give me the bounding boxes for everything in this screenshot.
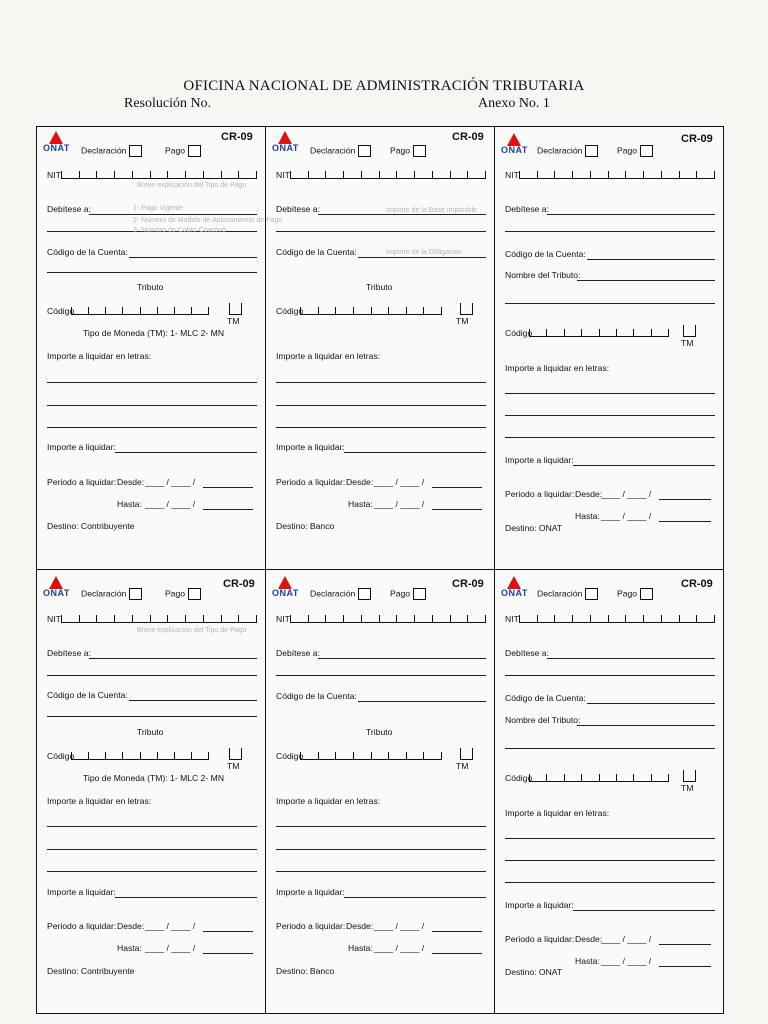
desde-label: Desde:	[117, 477, 145, 487]
desde-year-field[interactable]	[432, 931, 482, 932]
importe-letras-line1[interactable]	[505, 838, 715, 839]
nit-input[interactable]	[290, 167, 486, 179]
desde-label: Desde:	[575, 934, 603, 944]
importe-letras-line2[interactable]	[505, 415, 715, 416]
codigo-cuenta-label: Código de la Cuenta:	[276, 691, 357, 701]
nit-label: NIT	[47, 170, 61, 180]
pago-checkbox[interactable]	[640, 588, 653, 600]
declaracion-checkbox[interactable]	[129, 145, 142, 157]
declaracion-option: Declaración	[81, 145, 142, 157]
hasta-label: Hasta:	[575, 511, 600, 521]
importe-field[interactable]	[573, 910, 715, 911]
tributo-codigo-input[interactable]	[71, 303, 209, 315]
debitese-field[interactable]	[318, 214, 486, 215]
codigo-label: Código	[505, 773, 533, 783]
importe-field[interactable]	[344, 452, 486, 453]
tm-label: TM	[227, 316, 240, 326]
pago-option: Pago	[165, 588, 201, 600]
page-title: OFICINA NACIONAL DE ADMINISTRACIÓN TRIBUTARIA	[183, 78, 585, 94]
hasta-year-field[interactable]	[203, 953, 253, 954]
periodo-label: Periodo a liquidar:	[47, 921, 117, 931]
debitese-label: Debítese a:	[276, 204, 320, 214]
declaracion-option: Declaración	[310, 145, 371, 157]
destino-label: Destino: Contribuyente	[47, 521, 135, 531]
tributo-codigo-input[interactable]	[300, 303, 442, 315]
debitese-field[interactable]	[89, 658, 257, 659]
forms-sheet-top	[36, 126, 724, 570]
destino-label: Destino: Contribuyente	[47, 966, 135, 976]
desde-date-field[interactable]: ____ / ____ /	[601, 489, 652, 499]
codigo-cuenta-field[interactable]	[587, 259, 715, 260]
desde-label: Desde:	[575, 489, 603, 499]
hasta-date-field[interactable]: ____ / ____ /	[601, 511, 652, 521]
importe-letras-label: Importe a liquidar en letras:	[47, 351, 152, 361]
pago-option: Pago	[617, 588, 653, 600]
importe-letras-line2[interactable]	[276, 405, 486, 406]
tm-box[interactable]	[229, 303, 242, 315]
debitese-field-line2[interactable]	[47, 675, 257, 676]
importe-letras-line1[interactable]	[276, 826, 486, 827]
pago-checkbox[interactable]	[188, 145, 201, 157]
tributo-codigo-input[interactable]	[300, 748, 442, 760]
form-banco	[266, 570, 495, 1013]
declaracion-option: Declaración	[537, 588, 598, 600]
tm-box[interactable]	[229, 748, 242, 760]
codigo-cuenta-field-line2[interactable]	[47, 272, 257, 273]
tipo-moneda-label: Tipo de Moneda (TM): 1- MLC 2- MN	[83, 328, 225, 338]
nit-input[interactable]	[61, 167, 257, 179]
resolution-number-label: Resolución No.	[124, 96, 212, 111]
hasta-year-field[interactable]	[659, 521, 711, 522]
debitese-field[interactable]	[547, 214, 715, 215]
importe-field[interactable]	[115, 897, 257, 898]
desde-date-field[interactable]: ____ / ____ /	[374, 921, 425, 931]
pago-option: Pago	[390, 145, 426, 157]
hasta-date-field[interactable]: ____ / ____ /	[145, 499, 196, 509]
codigo-label: Código	[505, 328, 533, 338]
debitese-label: Debítese a:	[505, 648, 549, 658]
codigo-cuenta-label: Código de la Cuenta:	[276, 247, 357, 257]
destino-label: Destino: ONAT	[505, 967, 563, 977]
destino-label: Destino: Banco	[276, 521, 335, 531]
desde-year-field[interactable]	[203, 487, 253, 488]
onat-logo: ONAT	[272, 576, 298, 602]
hasta-label: Hasta:	[575, 956, 600, 966]
debitese-label: Debítese a:	[505, 204, 549, 214]
desde-year-field[interactable]	[659, 499, 711, 500]
desde-label: Desde:	[346, 477, 374, 487]
periodo-label: Periodo a liquidar:	[505, 934, 575, 944]
importe-letras-line3[interactable]	[505, 882, 715, 883]
hasta-date-field[interactable]: ____ / ____ /	[601, 956, 652, 966]
importe-letras-line3[interactable]	[505, 437, 715, 438]
nit-label: NIT	[47, 614, 61, 624]
debitese-field[interactable]	[89, 214, 257, 215]
tributo-codigo-input[interactable]	[71, 748, 209, 760]
nit-input[interactable]	[290, 611, 486, 623]
hasta-label: Hasta:	[348, 943, 373, 953]
hasta-year-field[interactable]	[659, 966, 711, 967]
nombre-tributo-field-line2[interactable]	[505, 303, 715, 304]
periodo-label: Periodo a liquidar:	[276, 477, 346, 487]
importe-letras-label: Importe a liquidar en letras:	[505, 808, 610, 818]
destino-label: Destino: ONAT	[505, 523, 563, 533]
tm-label: TM	[681, 783, 694, 793]
debitese-label: Debítese a:	[276, 648, 320, 658]
codigo-cuenta-label: Código de la Cuenta:	[505, 249, 586, 259]
importe-letras-label: Importe a liquidar en letras:	[505, 363, 610, 373]
codigo-cuenta-field[interactable]	[129, 700, 257, 701]
onat-logo: ONAT	[43, 131, 69, 157]
tm-label: TM	[456, 316, 469, 326]
form-onat	[495, 570, 723, 1013]
nit-label: NIT	[505, 614, 519, 624]
importe-letras-line3[interactable]	[47, 871, 257, 872]
pago-checkbox[interactable]	[188, 588, 201, 600]
importe-label: Importe a liquidar:	[276, 887, 345, 897]
form-code: CR-09	[452, 578, 484, 590]
onat-logo: ONAT	[501, 133, 527, 159]
codigo-cuenta-field[interactable]	[129, 257, 257, 258]
hasta-year-field[interactable]	[203, 509, 253, 510]
codigo-cuenta-label: Código de la Cuenta:	[505, 693, 586, 703]
periodo-label: Periodo a liquidar:	[47, 477, 117, 487]
pago-option: Pago	[165, 145, 201, 157]
importe-letras-line1[interactable]	[276, 382, 486, 383]
importe-letras-line1[interactable]	[47, 826, 257, 827]
desde-year-field[interactable]	[432, 487, 482, 488]
codigo-label: Código	[276, 751, 304, 761]
declaracion-option: Declaración	[537, 145, 598, 157]
importe-letras-label: Importe a liquidar en letras:	[47, 796, 152, 806]
importe-letras-label: Importe a liquidar en letras:	[276, 351, 381, 361]
nit-input[interactable]	[61, 611, 257, 623]
declaracion-checkbox[interactable]	[358, 145, 371, 157]
pago-checkbox[interactable]	[413, 145, 426, 157]
form-code: CR-09	[681, 578, 713, 590]
nit-label: NIT	[505, 170, 519, 180]
codigo-cuenta-field[interactable]	[358, 257, 486, 258]
nit-label: NIT	[276, 614, 290, 624]
onat-logo: ONAT	[272, 131, 298, 157]
form-code: CR-09	[221, 131, 253, 143]
form-onat	[495, 127, 723, 569]
pago-option: Pago	[617, 145, 653, 157]
form-code: CR-09	[681, 133, 713, 145]
debitese-field-line2[interactable]	[505, 231, 715, 232]
hasta-label: Hasta:	[117, 499, 142, 509]
annex-number-label: Anexo No. 1	[478, 96, 550, 111]
importe-letras-line2[interactable]	[47, 849, 257, 850]
desde-year-field[interactable]	[203, 931, 253, 932]
onat-logo: ONAT	[501, 576, 527, 602]
nombre-tributo-label: Nombre del Tributo:	[505, 270, 581, 280]
debitese-label: Debítese a:	[47, 204, 91, 214]
importe-field[interactable]	[115, 452, 257, 453]
hasta-year-field[interactable]	[432, 953, 482, 954]
nombre-tributo-field[interactable]	[577, 725, 715, 726]
codigo-label: Código	[47, 306, 75, 316]
debitese-field-line2[interactable]	[276, 231, 486, 232]
desde-date-field[interactable]: ____ / ____ /	[374, 477, 425, 487]
declaracion-checkbox[interactable]	[585, 588, 598, 600]
tm-label: TM	[456, 761, 469, 771]
forms-sheet-bottom	[36, 569, 724, 1014]
importe-letras-line2[interactable]	[276, 849, 486, 850]
importe-letras-line3[interactable]	[276, 871, 486, 872]
periodo-label: Periodo a liquidar:	[505, 489, 575, 499]
desde-date-field[interactable]: ____ / ____ /	[601, 934, 652, 944]
codigo-cuenta-label: Código de la Cuenta:	[47, 247, 128, 257]
tributo-label: Tributo	[137, 282, 164, 292]
desde-label: Desde:	[346, 921, 374, 931]
tributo-label: Tributo	[137, 727, 164, 737]
declaracion-checkbox[interactable]	[129, 588, 142, 600]
nit-label: NIT	[276, 170, 290, 180]
codigo-label: Código	[47, 751, 75, 761]
hasta-date-field[interactable]: ____ / ____ /	[374, 943, 425, 953]
codigo-cuenta-field[interactable]	[587, 703, 715, 704]
form-code: CR-09	[452, 131, 484, 143]
importe-label: Importe a liquidar:	[505, 900, 574, 910]
hasta-date-field[interactable]: ____ / ____ /	[145, 943, 196, 953]
tm-label: TM	[227, 761, 240, 771]
importe-letras-line3[interactable]	[47, 427, 257, 428]
periodo-label: Periodo a liquidar:	[276, 921, 346, 931]
importe-label: Importe a liquidar:	[276, 442, 345, 452]
importe-letras-line2[interactable]	[47, 405, 257, 406]
debitese-field-line2[interactable]	[505, 675, 715, 676]
tipo-moneda-label: Tipo de Moneda (TM): 1- MLC 2- MN	[83, 773, 225, 783]
debitese-field[interactable]	[547, 658, 715, 659]
codigo-label: Código	[276, 306, 304, 316]
declaracion-checkbox[interactable]	[585, 145, 598, 157]
importe-field[interactable]	[344, 897, 486, 898]
debitese-field-line2[interactable]	[276, 675, 486, 676]
tm-box[interactable]	[683, 325, 696, 337]
tributo-codigo-input[interactable]	[529, 325, 669, 337]
desde-date-field[interactable]: ____ / ____ /	[145, 477, 196, 487]
form-contribuyente: ONAT Declaración Pago CR-09 NIT Breve explicación del Tipo de Pago Debítese a: 1- Pago Vigente 2- Número de Modelo de Aplazamiento de Pago 3- Número de Cobro Coactivo Código de la Cuenta: Tributo Código TM Tipo de Moneda (TM): 1- MLC 2- MN Importe a liquidar en letras: Importe a liquidar: Periodo a liquidar: Desde: ____ / ____ / Hasta: ____ / ____ / Destino: Contribuyente	[37, 127, 266, 569]
tm-label: TM	[681, 338, 694, 348]
tm-box[interactable]	[683, 770, 696, 782]
onat-logo: ONAT	[43, 576, 69, 602]
pago-checkbox[interactable]	[413, 588, 426, 600]
form-contribuyente: ONAT Declaración Pago CR-09 NIT Breve explicación del Tipo de Pago Debítese a: Código de la Cuenta: Tributo Código TM Tipo de Moneda (TM): 1- MLC 2- MN Importe a liquidar en letras: Importe a liquidar: Periodo a liquidar: Desde: ____ / ____ / Hasta: ____ / ____ / Destino: Contribuyente	[37, 570, 266, 1013]
hasta-label: Hasta:	[117, 943, 142, 953]
nombre-tributo-label: Nombre del Tributo:	[505, 715, 581, 725]
tm-box[interactable]	[460, 748, 473, 760]
nit-input[interactable]	[519, 611, 715, 623]
codigo-cuenta-label: Código de la Cuenta:	[47, 690, 128, 700]
desde-year-field[interactable]	[659, 944, 711, 945]
hasta-year-field[interactable]	[432, 509, 482, 510]
nombre-tributo-field[interactable]	[577, 280, 715, 281]
desde-date-field[interactable]: ____ / ____ /	[145, 921, 196, 931]
importe-letras-line3[interactable]	[276, 427, 486, 428]
importe-label: Importe a liquidar:	[47, 442, 116, 452]
tributo-label: Tributo	[366, 727, 393, 737]
declaracion-option: Declaración	[81, 588, 142, 600]
hasta-label: Hasta:	[348, 499, 373, 509]
declaracion-checkbox[interactable]	[358, 588, 371, 600]
importe-label: Importe a liquidar:	[505, 455, 574, 465]
desde-label: Desde:	[117, 921, 145, 931]
pago-checkbox[interactable]	[640, 145, 653, 157]
tm-box[interactable]	[460, 303, 473, 315]
tributo-label: Tributo	[366, 282, 393, 292]
debitese-label: Debítese a:	[47, 648, 91, 658]
nombre-tributo-field-line2[interactable]	[505, 748, 715, 749]
importe-label: Importe a liquidar:	[47, 887, 116, 897]
codigo-cuenta-field-line2[interactable]	[47, 716, 257, 717]
destino-label: Destino: Banco	[276, 966, 335, 976]
form-code: CR-09	[223, 578, 255, 590]
importe-letras-line1[interactable]	[505, 393, 715, 394]
importe-letras-line1[interactable]	[47, 382, 257, 383]
tributo-codigo-input[interactable]	[529, 770, 669, 782]
form-banco: ONAT Declaración Pago CR-09 NIT Debítese a: Importe de la Base Imponible Código de la Cuenta: Importe de la Obligación Tributo Código TM Importe a liquidar en letras: Importe a liquidar: Periodo a liquidar: Desde: ____ / ____ / Hasta: ____ / ____ / Destino: Banco	[266, 127, 495, 569]
declaracion-option: Declaración	[310, 588, 371, 600]
importe-field[interactable]	[573, 465, 715, 466]
hasta-date-field[interactable]: ____ / ____ /	[374, 499, 425, 509]
codigo-cuenta-field[interactable]	[358, 701, 486, 702]
pago-option: Pago	[390, 588, 426, 600]
importe-letras-line2[interactable]	[505, 860, 715, 861]
debitese-field[interactable]	[318, 658, 486, 659]
importe-letras-label: Importe a liquidar en letras:	[276, 796, 381, 806]
nit-input[interactable]	[519, 167, 715, 179]
